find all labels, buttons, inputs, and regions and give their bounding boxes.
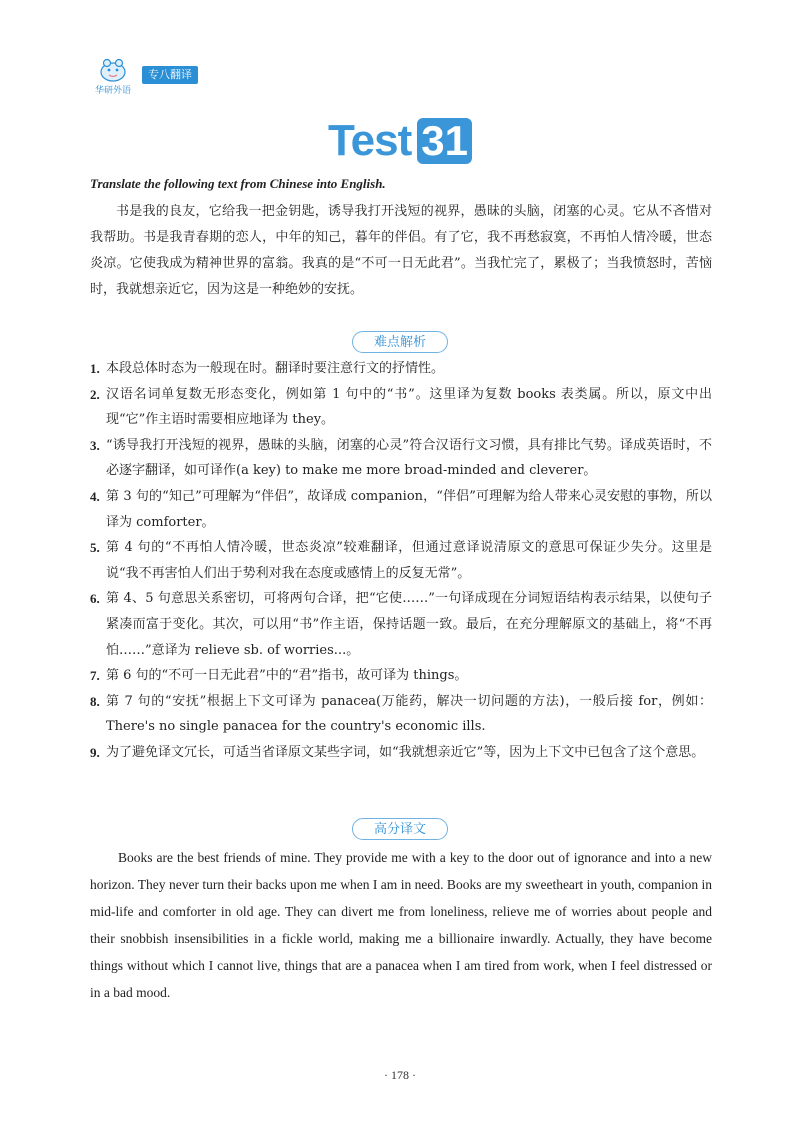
- item-number: 9.: [90, 744, 100, 760]
- item-text: 第 6 句的“不可一日无此君”中的“君”指书，故可译为 things。: [106, 668, 468, 684]
- source-text-paragraph: 书是我的良友，它给我一把金钥匙，诱导我打开浅短的视界，愚昧的头脑，闭塞的心灵。它从不吝惜对我帮助。书是我青春期的恋人，中年的知己，暮年的伴侣。有了它，我不再愁寂寞，不再怕人情冷暖，世态炎凉。它使我成为精神世界的富翁。我真的是“不可一日无此君”。当我忙完了，累极了；当我愤怒时，苦恼时，我就想亲近它，因为这是一种绝妙的安抚。: [90, 204, 712, 297]
- item-text: “诱导我打开浅短的视界，愚昧的头脑，闭塞的心灵”符合汉语行文习惯，具有排比气势。译成英语时，不必逐字翻译，如可译作(a key) to make me more broad-minded and cleverer。: [106, 437, 712, 479]
- item-text: 第 7 句的“安抚”根据上下文可译为 panacea(万能药，解决一切问题的方法)，一般后接 for，例如：There's no single panacea for the country's economic ills.: [106, 693, 712, 735]
- item-text: 本段总体时态为一般现在时。翻译时要注意行文的抒情性。: [106, 361, 445, 376]
- instruction-text: Translate the following text from Chinese into English.: [90, 176, 386, 191]
- list-item: [90, 382, 712, 433]
- list-item: [90, 740, 712, 766]
- item-text: 第 3 句的“知己”可理解为“伴侣”，故译成 companion，“伴侣”可理解为给人带来心灵安慰的事物，所以译为 comforter。: [106, 488, 712, 530]
- page-number: · 178 ·: [384, 1068, 416, 1082]
- page-title: [0, 116, 800, 166]
- list-item: [90, 356, 712, 382]
- item-number: 3.: [90, 437, 100, 453]
- title-word: Test: [328, 116, 412, 165]
- page-header: [90, 56, 198, 98]
- item-number: 7.: [90, 668, 100, 684]
- list-item: [90, 663, 712, 689]
- list-item: [90, 433, 712, 484]
- list-item: [90, 689, 712, 740]
- item-number: 8.: [90, 693, 100, 709]
- logo-text: 华研外语: [94, 86, 131, 96]
- item-number: 1.: [90, 361, 100, 376]
- series-tag: 专八翻译: [142, 66, 198, 84]
- section-label-analysis: 难点解析: [352, 331, 448, 353]
- mascot-icon: [98, 58, 128, 82]
- item-number: 4.: [90, 488, 100, 504]
- item-text: 汉语名词单复数无形态变化，例如第 1 句中的“书”。这里译为复数 books 表类属。所以，原文中出现“它”作主语时需要相应地译为 they。: [106, 386, 712, 428]
- item-number: 2.: [90, 386, 100, 402]
- list-item: [90, 484, 712, 535]
- section-label-translation: 高分译文: [352, 818, 448, 840]
- item-number: 6.: [90, 591, 100, 607]
- item-number: 5.: [90, 540, 100, 556]
- list-item: [90, 535, 712, 586]
- title-number-badge: 31: [417, 118, 472, 164]
- item-text: 为了避免译文冗长，可适当省译原文某些字词，如“我就想亲近它”等，因为上下文中已包含了这个意思。: [106, 744, 705, 760]
- translation-paragraph: Books are the best friends of mine. They provide me with a key to the door out of ignorance and into a new horizon. They never turn their backs upon me when I am in need. Books are my sweetheart in youth, companion in mid-life and comforter in old age. They can divert me from loneliness, relieve me of worries about people and their snobbish insensibilities in a fickle world, making me a billionaire inwardly. Actually, they have become things without which I cannot live, things that are a panacea when I am tired from work, when I feel distressed or in a bad mood.: [90, 850, 712, 1000]
- item-text: 第 4 句的“不再怕人情冷暖，世态炎凉”较难翻译，但通过意译说清原文的意思可保证少失分。这里是说“我不再害怕人们出于势利对我在态度或感情上的反复无常”。: [106, 540, 712, 581]
- publisher-logo: [90, 56, 136, 98]
- list-item: [90, 586, 712, 663]
- item-text: 第 4、5 句意思关系密切，可将两句合译，把“它使……”一句译成现在分词短语结构表示结果，以使句子紧凑而富于变化。其次，可以用“书”作主语，保持话题一致。最后，在充分理解原文的基础上，将“不再怕……”意译为 relieve sb. of worries...。: [106, 591, 712, 658]
- analysis-list: [90, 356, 712, 766]
